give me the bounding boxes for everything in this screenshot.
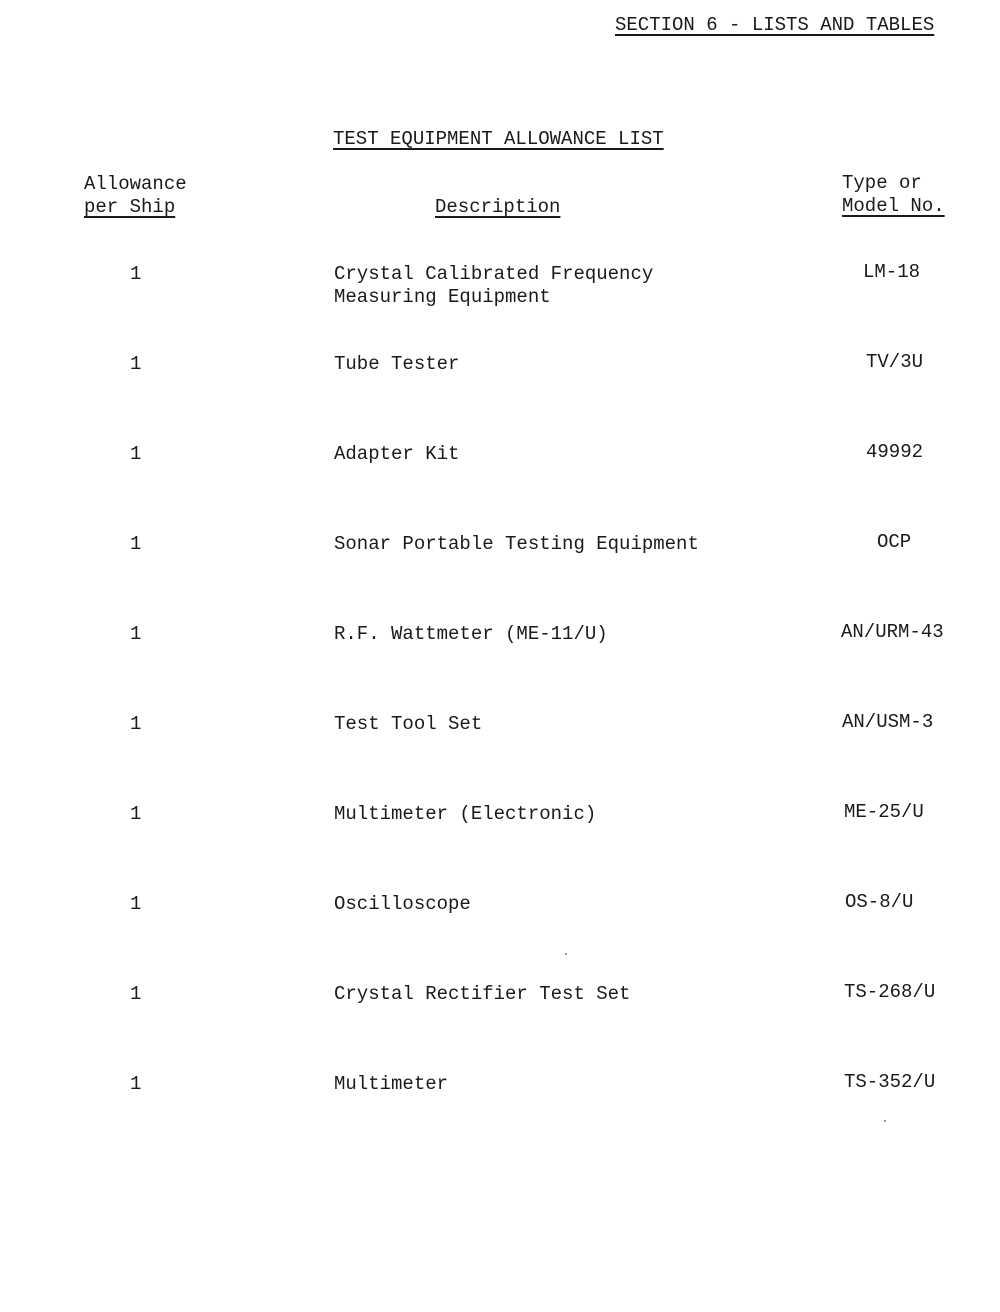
row-model: OCP [877, 531, 912, 553]
row-quantity: 1 [130, 263, 142, 285]
row-description-line1: Tube Tester [334, 353, 460, 375]
row-description-line1: Adapter Kit [334, 443, 460, 465]
row-model: ME-25/U [844, 801, 924, 823]
column-header-model [842, 172, 945, 218]
row-description [334, 443, 459, 466]
page-title: TEST EQUIPMENT ALLOWANCE LIST [333, 128, 664, 150]
row-model: LM-18 [863, 261, 921, 283]
row-description-line1: Test Tool Set [334, 713, 483, 735]
row-description-line1: Multimeter [334, 1073, 449, 1095]
row-description-line1: Crystal Calibrated Frequency [334, 263, 654, 285]
row-description [334, 803, 596, 826]
row-description [334, 353, 459, 376]
row-description-line1: Oscilloscope [334, 893, 471, 915]
row-description-line2: Measuring Equipment [334, 286, 551, 308]
row-description-line1: Multimeter (Electronic) [334, 803, 597, 825]
row-model: OS-8/U [845, 891, 914, 913]
row-description [334, 623, 608, 646]
row-model: TS-352/U [844, 1071, 936, 1093]
column-header-model-line2: Model No. [842, 195, 945, 217]
column-header-description: Description [435, 196, 561, 218]
column-header-model-line1: Type or [842, 172, 922, 194]
paper-speck [884, 1120, 886, 1122]
row-model: TS-268/U [844, 981, 936, 1003]
row-quantity: 1 [130, 533, 142, 555]
column-header-allowance-line1: Allowance [84, 173, 187, 195]
row-description [334, 1073, 448, 1096]
row-description-line1: R.F. Wattmeter (ME-11/U) [334, 623, 608, 645]
row-description [334, 713, 482, 736]
row-quantity: 1 [130, 713, 142, 735]
row-description [334, 983, 630, 1006]
row-quantity: 1 [130, 803, 142, 825]
row-description-line1: Sonar Portable Testing Equipment [334, 533, 699, 555]
row-quantity: 1 [130, 1073, 142, 1095]
column-header-allowance-line2: per Ship [84, 196, 176, 218]
row-description [334, 893, 471, 916]
row-quantity: 1 [130, 983, 142, 1005]
row-quantity: 1 [130, 623, 142, 645]
section-header: SECTION 6 - LISTS AND TABLES [615, 14, 935, 36]
row-model: AN/URM-43 [841, 621, 944, 643]
row-model: 49992 [866, 441, 924, 463]
row-quantity: 1 [130, 443, 142, 465]
row-model: TV/3U [866, 351, 924, 373]
column-header-allowance [84, 173, 187, 219]
row-quantity: 1 [130, 893, 142, 915]
row-quantity: 1 [130, 353, 142, 375]
paper-speck [565, 953, 567, 955]
row-description [334, 533, 699, 556]
row-description [334, 263, 653, 309]
row-model: AN/USM-3 [842, 711, 934, 733]
row-description-line1: Crystal Rectifier Test Set [334, 983, 631, 1005]
